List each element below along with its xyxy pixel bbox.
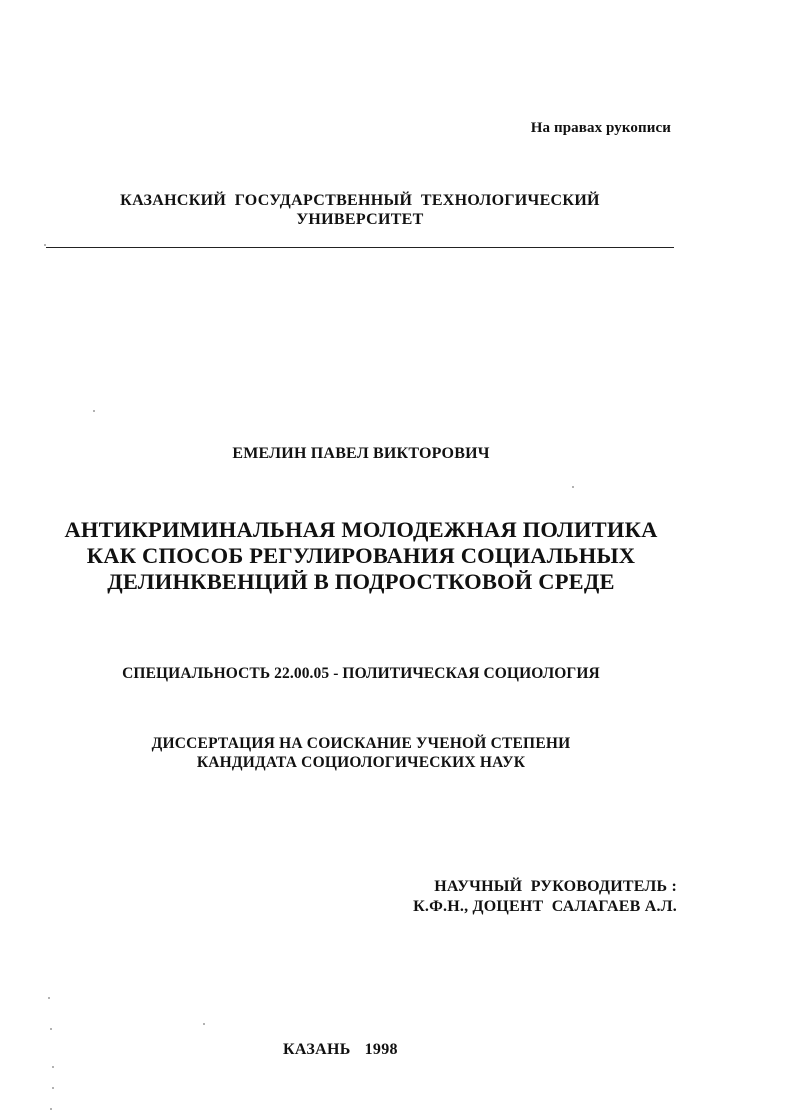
scan-speck: [203, 1023, 205, 1025]
title-line3: ДЕЛИНКВЕНЦИЙ В ПОДРОСТКОВОЙ СРЕДЕ: [107, 569, 615, 594]
rights-note: На правах рукописи: [530, 120, 671, 136]
header-divider: [46, 247, 674, 248]
year: 1998: [364, 1041, 398, 1058]
scan-speck: [50, 1108, 52, 1110]
dissertation-title: [0, 517, 722, 595]
city: КАЗАНЬ: [283, 1041, 351, 1058]
university-name-line2: УНИВЕРСИТЕТ: [296, 211, 424, 228]
speciality: СПЕЦИАЛЬНОСТЬ 22.00.05 - ПОЛИТИЧЕСКАЯ СОЦИОЛОГИЯ: [122, 665, 600, 682]
advisor-label: НАУЧНЫЙ РУКОВОДИТЕЛЬ :: [434, 878, 677, 895]
degree-line2: КАНДИДАТА СОЦИОЛОГИЧЕСКИХ НАУК: [196, 754, 526, 771]
university-name: [80, 191, 640, 229]
scan-speck: [52, 1066, 54, 1068]
scan-speck: [48, 997, 50, 999]
title-line1: АНТИКРИМИНАЛЬНАЯ МОЛОДЕЖНАЯ ПОЛИТИКА: [64, 517, 658, 542]
author-name: ЕМЕЛИН ПАВЕЛ ВИКТОРОВИЧ: [232, 445, 490, 462]
degree-line1: ДИССЕРТАЦИЯ НА СОИСКАНИЕ УЧЕНОЙ СТЕПЕНИ: [151, 735, 571, 752]
title-line2: КАК СПОСОБ РЕГУЛИРОВАНИЯ СОЦИАЛЬНЫХ: [86, 543, 636, 568]
advisor-name: К.Ф.Н., ДОЦЕНТ САЛАГАЕВ А.Л.: [413, 898, 677, 915]
place-and-year: [283, 1041, 398, 1059]
university-name-line1: КАЗАНСКИЙ ГОСУДАРСТВЕННЫЙ ТЕХНОЛОГИЧЕСКИЙ: [120, 192, 600, 209]
degree-statement: [0, 734, 722, 772]
scan-speck: [93, 410, 95, 412]
scan-speck: [44, 244, 46, 246]
scan-speck: [52, 1087, 54, 1089]
scientific-advisor: [413, 877, 677, 917]
scan-speck: [572, 486, 574, 488]
scan-speck: [50, 1028, 52, 1030]
